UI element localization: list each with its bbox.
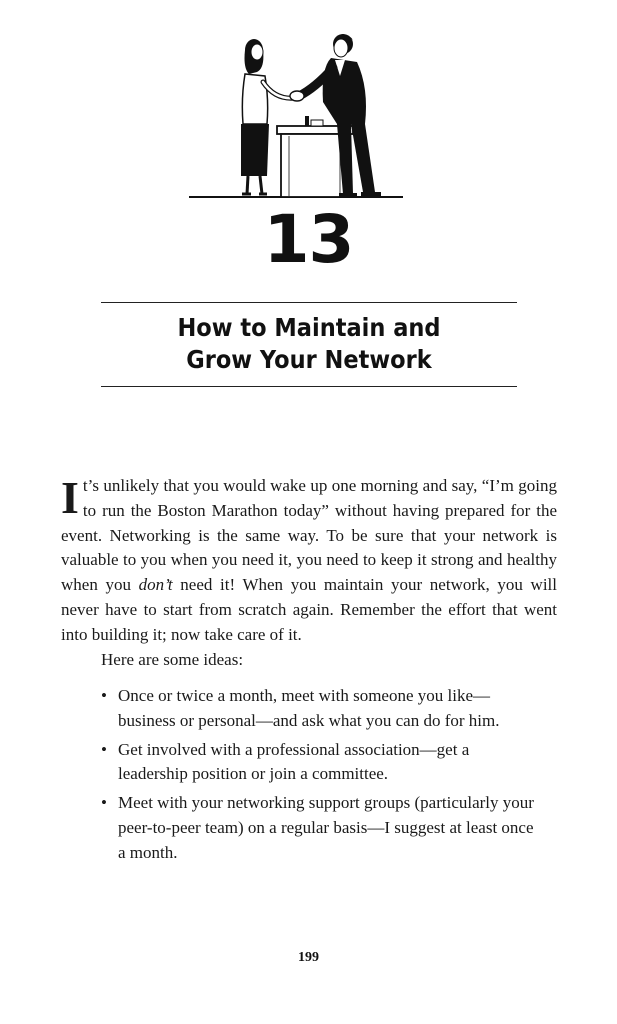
list-item-text: Meet with your networking support groups (particularly your peer-to-peer team) on a regular basis—I suggest at least once a month.: [118, 793, 534, 862]
chapter-number: 13: [263, 201, 354, 278]
intro-text-emphasis: don’t: [138, 575, 173, 595]
intro-text-part-2: need it! When you maintain your network, you will never have to start from scratch again. Remember the effort that went into building it; now take care of it.: [61, 575, 557, 644]
handshake-illustration-icon: [185, 28, 410, 203]
chapter-title-line-2: Grow Your Network: [186, 345, 432, 374]
list-item: [101, 684, 541, 734]
bullet-icon: •: [101, 686, 107, 705]
intro-paragraph: [61, 474, 557, 648]
body-text: [61, 474, 557, 672]
bullet-icon: •: [101, 739, 107, 759]
list-item-text: Get involved with a professional association—get a leadership position or join a committee.: [118, 739, 470, 784]
list-item-text: Once or twice a month, meet with someone you like—business or personal—and ask what you can do for him.: [118, 686, 500, 730]
bullet-icon: •: [101, 793, 107, 813]
list-item: [101, 738, 541, 788]
intro-text-part-1: t’s unlikely that you would wake up one morning and say, “I’m going to run the Boston Marathon today” without having prepared for the event. Networking is the same way. To be sure that your network is valuable to you when you need it, you need to keep it strong and healthy when you: [61, 476, 557, 595]
page-number: 199: [298, 950, 319, 965]
ideas-list: [101, 684, 541, 870]
title-bottom-rule: [101, 386, 517, 387]
chapter-title: [122, 312, 496, 376]
ideas-lead-in: Here are some ideas:: [101, 649, 244, 669]
chapter-title-line-1: How to Maintain and: [177, 313, 441, 342]
title-top-rule: [101, 302, 517, 303]
drop-cap: I: [61, 472, 79, 523]
list-item: [101, 791, 541, 865]
